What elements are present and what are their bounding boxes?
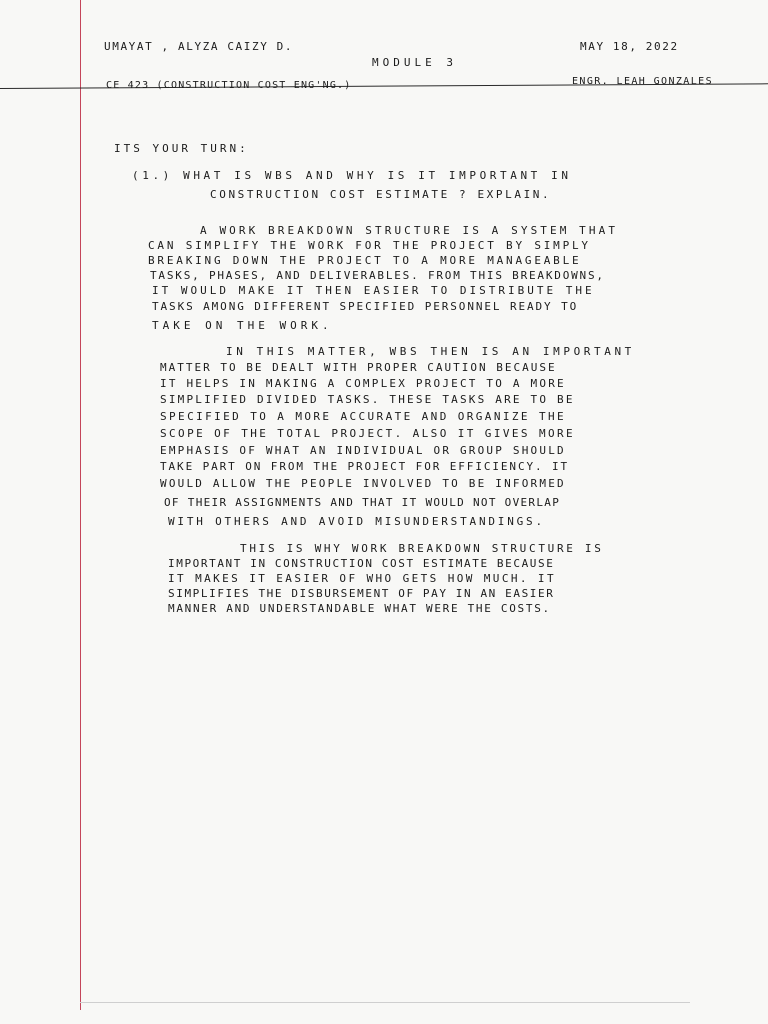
- paragraph-line: SPECIFIED TO A MORE ACCURATE AND ORGANIZE THE: [160, 410, 567, 423]
- paragraph-line: A WORK BREAKDOWN STRUCTURE IS A SYSTEM THAT: [200, 224, 619, 237]
- paragraph-line: TASKS, PHASES, AND DELIVERABLES. FROM THIS BREAKDOWNS,: [150, 269, 605, 282]
- paragraph-line: WOULD ALLOW THE PEOPLE INVOLVED TO BE INFORMED: [160, 477, 566, 490]
- paragraph-line: TASKS AMONG DIFFERENT SPECIFIED PERSONNEL READY TO: [152, 300, 579, 313]
- paragraph-line: SCOPE OF THE TOTAL PROJECT. ALSO IT GIVES MORE: [160, 427, 576, 440]
- paragraph-line: WITH OTHERS AND AVOID MISUNDERSTANDINGS.: [168, 515, 545, 528]
- paragraph-line: OF THEIR ASSIGNMENTS AND THAT IT WOULD NOT OVERLAP: [164, 496, 561, 509]
- paragraph-line: TAKE PART ON FROM THE PROJECT FOR EFFICIENCY. IT: [160, 460, 570, 473]
- paragraph-line: IMPORTANT IN CONSTRUCTION COST ESTIMATE BECAUSE: [168, 557, 555, 570]
- paragraph-line: MATTER TO BE DEALT WITH PROPER CAUTION BECAUSE: [160, 361, 557, 374]
- paragraph-line: SIMPLIFIES THE DISBURSEMENT OF PAY IN AN EASIER: [168, 587, 555, 600]
- paragraph-line: MANNER AND UNDERSTANDABLE WHAT WERE THE COSTS.: [168, 602, 551, 615]
- date: MAY 18, 2022: [580, 40, 679, 53]
- paragraph-line: BREAKING DOWN THE PROJECT TO A MORE MANAGEABLE: [148, 254, 582, 267]
- paragraph-line: EMPHASIS OF WHAT AN INDIVIDUAL OR GROUP SHOULD: [160, 444, 566, 457]
- paragraph-line: SIMPLIFIED DIVIDED TASKS. THESE TASKS ARE TO BE: [160, 393, 575, 406]
- module-label: MODULE 3: [372, 56, 457, 69]
- paragraph-line: IT WOULD MAKE IT THEN EASIER TO DISTRIBUTE THE: [152, 284, 595, 297]
- paragraph-line: IT MAKES IT EASIER OF WHO GETS HOW MUCH. IT: [168, 572, 556, 585]
- paragraph-line: THIS IS WHY WORK BREAKDOWN STRUCTURE IS: [240, 542, 604, 555]
- margin-line: [80, 0, 81, 1010]
- paragraph-line: TAKE ON THE WORK.: [152, 319, 333, 332]
- bottom-rule: [80, 1002, 690, 1003]
- paragraph-line: CAN SIMPLIFY THE WORK FOR THE PROJECT BY SIMPLY: [148, 239, 591, 252]
- question-line-2: CONSTRUCTION COST ESTIMATE ? EXPLAIN.: [210, 188, 552, 201]
- section-heading: ITS YOUR TURN:: [114, 142, 249, 155]
- paragraph-line: IN THIS MATTER, WBS THEN IS AN IMPORTANT: [226, 345, 635, 358]
- course-code: CE 423 (CONSTRUCTION COST ENG'NG.): [106, 80, 352, 91]
- instructor-name: ENGR. LEAH GONZALES: [572, 76, 713, 87]
- student-name: UMAYAT , ALYZA CAIZY D.: [104, 40, 294, 53]
- paragraph-line: IT HELPS IN MAKING A COMPLEX PROJECT TO A MORE: [160, 377, 566, 390]
- question-line-1: (1.) WHAT IS WBS AND WHY IS IT IMPORTANT IN: [132, 169, 572, 182]
